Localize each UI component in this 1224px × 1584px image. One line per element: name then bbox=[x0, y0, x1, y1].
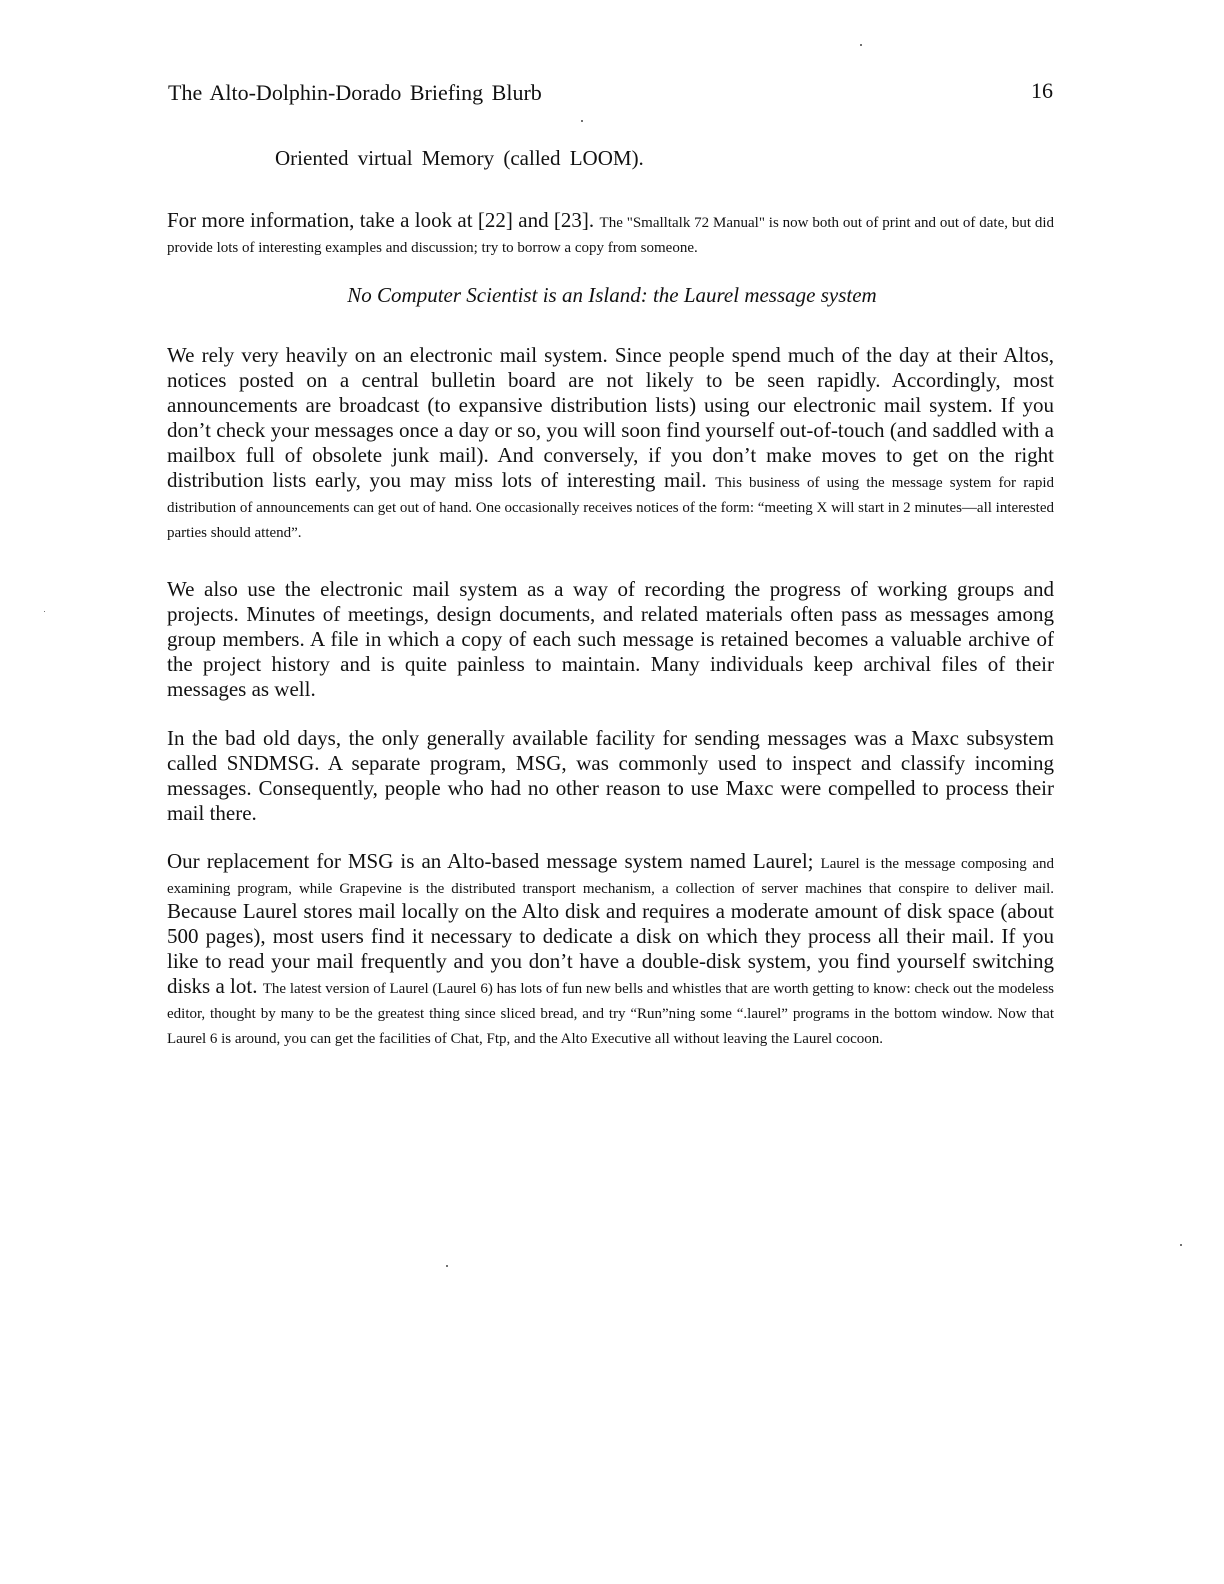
page-header bbox=[168, 80, 1053, 112]
section-heading bbox=[0, 283, 1224, 308]
scan-speck bbox=[44, 611, 45, 612]
paragraph-small-text: Laurel is the message composing and examining program, while Grapevine is the distributed transport mechanism, a collection of server machines that conspire to deliver mail. bbox=[167, 856, 1054, 897]
scan-speck bbox=[446, 1265, 448, 1267]
paragraph-small-text: The latest version of Laurel (Laurel 6) has lots of fun new bells and whistles that are worth getting to know: check out the modeless editor, thought by many to be the greatest thing since sliced bread, and try “Run”ning some “.laurel” programs in the bottom window. Now that Laurel 6 is around, you can get the facilities of Chat, Ftp, and the Alto Executive all without leaving the Laurel cocoon. bbox=[167, 981, 1055, 1047]
paragraph-more-info bbox=[167, 208, 1054, 258]
paragraph-main-text: We rely very heavily on an electronic mail system. Since people spend much of the day at their Altos, notices posted on a central bulletin board are not likely to be seen rapidly. Accordingly, most announcements are broadcast (to expansive distribution lists) using our electronic mail system. If you don’t check your messages once a day or so, you will soon find yourself out-of-touch (and saddled with a mailbox full of obsolete junk mail). And conversely, if you don’t make moves to get on the right distribution lists early, you may miss lots of interesting mail. bbox=[167, 343, 1054, 492]
continuation-line: Oriented virtual Memory (called LOOM). bbox=[275, 146, 644, 170]
paragraph-main-text: For more information, take a look at [22] and [23]. bbox=[167, 208, 595, 232]
paragraph-small-text: This business of using the message system for rapid distribution of announcements can get out of hand. One occasionally receives notices of the form: “meeting X will start in 2 minutes—all interested parties should attend”. bbox=[167, 475, 1055, 541]
scan-speck bbox=[581, 120, 583, 122]
paragraph-laurel bbox=[167, 849, 1054, 1049]
paragraph-mail-history: In the bad old days, the only generally available facility for sending messages was a Maxc subsystem called SNDMSG. A separate program, MSG, was commonly used to inspect and classify incoming messages. Consequently, people who had no other reason to use Maxc were compelled to process their mail there. bbox=[167, 726, 1054, 825]
scan-speck bbox=[1180, 1244, 1182, 1246]
paragraph-main-text: Our replacement for MSG is an Alto-based message system named Laurel; bbox=[167, 849, 814, 873]
section-heading-text: No Computer Scientist is an Island: the Laurel message system bbox=[347, 283, 877, 307]
scan-speck bbox=[860, 44, 862, 46]
page-number: 16 bbox=[1031, 78, 1053, 103]
paragraph-mail-archive: We also use the electronic mail system as a way of recording the progress of working groups and projects. Minutes of meetings, design documents, and related materials often pass as messages among group members. A file in which a copy of each such message is retained becomes a valuable archive of the project history and is quite painless to maintain. Many individuals keep archival files of their messages as well. bbox=[167, 577, 1054, 701]
paragraph-small-text: The "Smalltalk 72 Manual" is now both out of print and out of date, but did provide lots of interesting examples and discussion; try to borrow a copy from someone. bbox=[167, 215, 1055, 256]
running-title: The Alto-Dolphin-Dorado Briefing Blurb bbox=[168, 80, 542, 105]
paragraph-mail-intro bbox=[167, 343, 1054, 543]
paragraph-main-text: Because Laurel stores mail locally on the Alto disk and requires a moderate amount of disk space (about 500 pages), most users find it necessary to dedicate a disk on which they process all their mail. If you like to read your mail frequently and you don’t have a double-disk system, you find yourself switching disks a lot. bbox=[167, 899, 1054, 998]
